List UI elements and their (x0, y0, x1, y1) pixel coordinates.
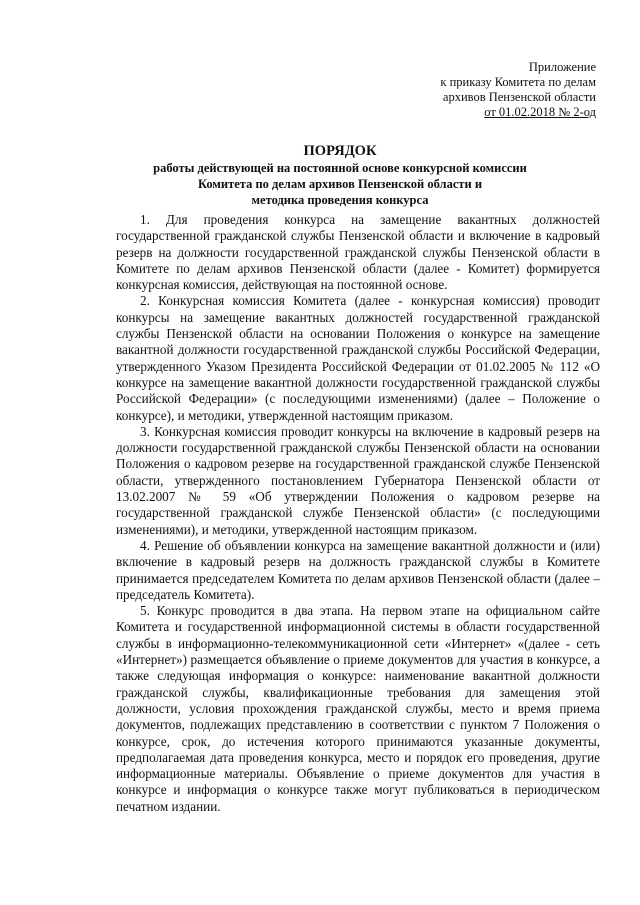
document-subtitle-line-1: работы действующей на постоянной основе конкурсной комиссии (153, 161, 527, 175)
paragraph-5: 5. Конкурс проводится в два этапа. На первом этапе на официальном сайте Комитета и государственной информационной системы в области государственной службы в информационно-телекоммуникационной сети «Интернет» «(далее - сеть «Интернет») размещается объявление о приеме документов для участия в конкурсе, а также следующая информация о конкурсе: наименование вакантной должности гражданской службы, квалификационные требования для замещения этой должности, условия прохождения гражданской службы, место и время приема документов, подлежащих представлению в соответствии с пунктом 7 Положения о конкурсе, срок, до истечения которого принимаются указанные документы, предполагаемая дата проведения конкурса, место и порядок его проведения, другие информационные материалы. Объявление о приеме документов для участия в конкурсе и информация о конкурсе также могут публиковаться в периодическом печатном издании. (116, 603, 600, 814)
appendix-line-1: Приложение (528, 60, 596, 74)
paragraph-1: 1. Для проведения конкурса на замещение вакантных должностей государственной гражданской службы Пензенской области и включение в кадровый резерв на должности государственной гражданской службы Пензенской области в Комитете по делам архивов Пензенской области (далее - Комитет) формируется конкурсная комиссия, действующая на постоянной основе. (116, 212, 600, 293)
appendix-header (440, 60, 596, 120)
document-body (116, 212, 600, 815)
appendix-line-2: к приказу Комитета по делам (440, 75, 596, 89)
appendix-date-line: от 01.02.2018 № 2-од (484, 105, 596, 119)
paragraph-3: 3. Конкурсная комиссия проводит конкурсы на включение в кадровый резерв на должности государственной гражданской службы Пензенской области на основании Положения о кадровом резерве на государственной гражданской службе Пензенской области, утвержденного постановлением Губернатора Пензенской области от 13.02.2007 № 59 «Об утверждении Положения о кадровом резерве на государственной гражданской службе Пензенской области» (с последующими изменениями), и методики, утвержденной настоящим приказом. (116, 423, 600, 537)
title-block (80, 142, 600, 208)
paragraph-2: 2. Конкурсная комиссия Комитета (далее - конкурсная комиссия) проводит конкурсы на замещение вакантных должностей государственной гражданской службы Пензенской области на основании Положения о конкурсе на замещение вакантной должности государственной гражданской службы Российской Федерации, утвержденного Указом Президента Российской Федерации от 01.02.2005 № 112 «О конкурсе на замещение вакантной должности государственной гражданской службы Российской Федерации» (с последующими изменениями) (далее – Положение о конкурсе), и методики, утвержденной настоящим приказом. (116, 293, 600, 423)
document-title: ПОРЯДОК (303, 143, 377, 159)
appendix-line-3: архивов Пензенской области (442, 90, 596, 104)
document-subtitle-line-2: Комитета по делам архивов Пензенской области и (197, 177, 483, 191)
paragraph-4: 4. Решение об объявлении конкурса на замещение вакантной должности и (или) включение в кадровый резерв на должность гражданской службы в Комитете принимается председателем Комитета по делам архивов Пензенской области (далее – председатель Комитета). (116, 537, 600, 602)
document-subtitle-line-3: методика проведения конкурса (251, 193, 429, 207)
